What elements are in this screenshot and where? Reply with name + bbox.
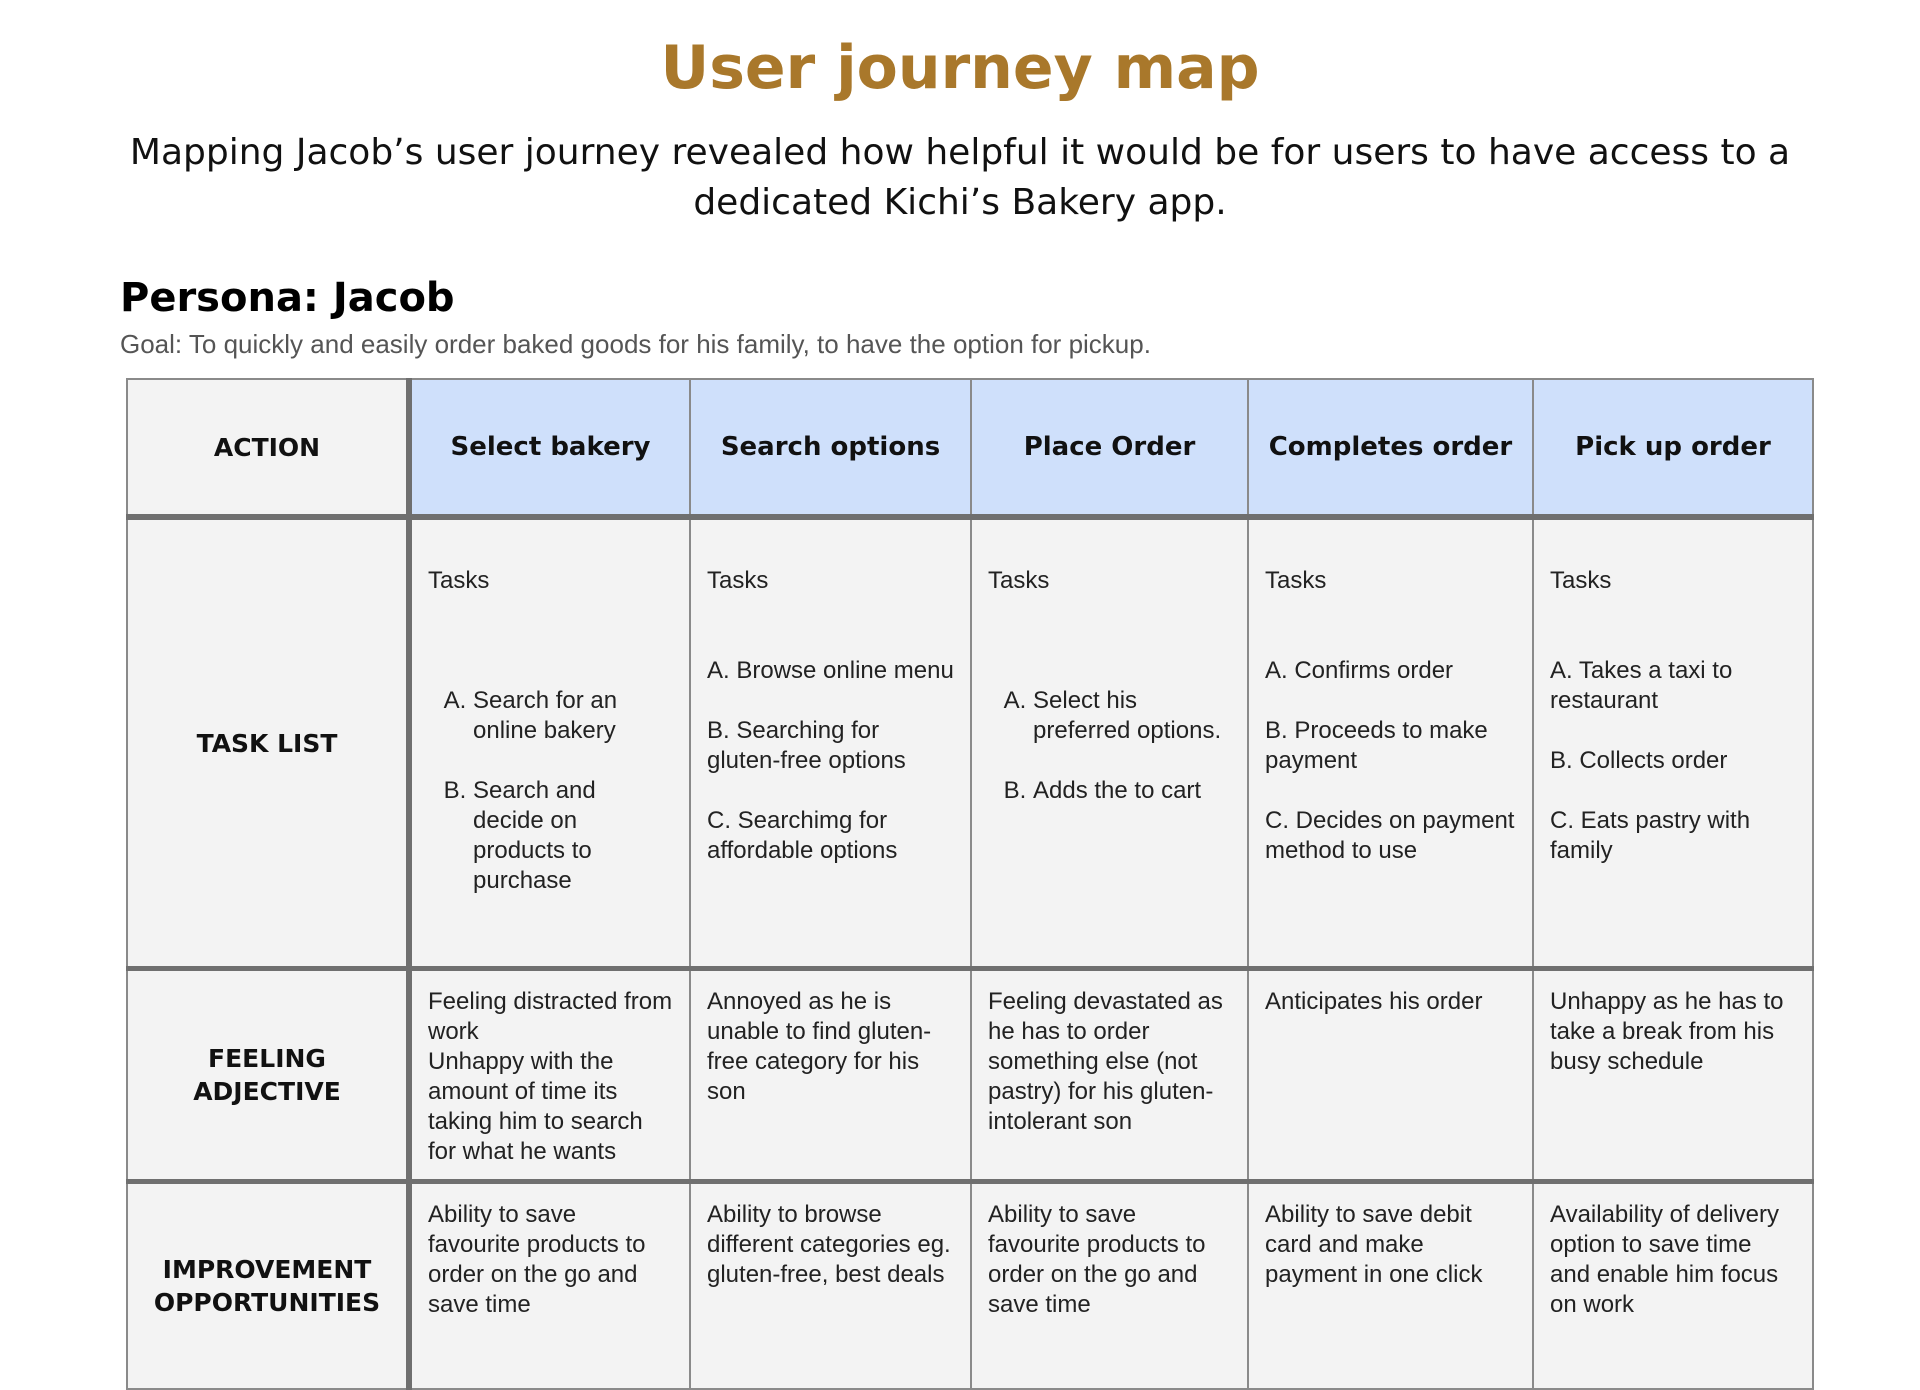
improvement-text: Ability to save favourite products to order on the go and save time bbox=[428, 1201, 646, 1318]
feeling-row bbox=[127, 969, 1813, 1182]
improvement-cell-select-bakery bbox=[409, 1182, 690, 1390]
task-cell-select-bakery bbox=[409, 517, 690, 969]
persona-heading: Persona: Jacob bbox=[120, 275, 455, 321]
row-label-improvement-line2: OPPORTUNITIES bbox=[153, 1288, 381, 1317]
row-label-improvement bbox=[127, 1182, 409, 1390]
task-item: A. Search for an online bakery bbox=[473, 686, 673, 746]
feeling-cell-place-order bbox=[971, 969, 1248, 1182]
improvement-text: Ability to save debit card and make payment in one click bbox=[1265, 1201, 1483, 1288]
task-item: A. Browse online menu bbox=[707, 657, 954, 684]
stage-header-pick-up-order: Pick up order bbox=[1533, 379, 1813, 517]
row-label-task-list: TASK LIST bbox=[127, 517, 409, 969]
row-label-feeling-line1: FEELING bbox=[208, 1044, 326, 1073]
improvement-text: Availability of delivery option to save time and enable him focus on work bbox=[1550, 1201, 1779, 1318]
task-cell-pick-up-order bbox=[1533, 517, 1813, 969]
row-label-feeling bbox=[127, 969, 409, 1182]
task-list-row bbox=[127, 517, 1813, 969]
tasks-heading: Tasks bbox=[1550, 567, 1612, 594]
stage-header-select-bakery: Select bakery bbox=[409, 379, 690, 517]
page-title: User journey map bbox=[660, 33, 1260, 103]
task-item: C. Searchimg for affordable options bbox=[707, 807, 898, 864]
improvement-cell-place-order bbox=[971, 1182, 1248, 1390]
task-item: B. Searching for gluten-free options bbox=[707, 717, 906, 774]
stage-header-completes-order: Completes order bbox=[1248, 379, 1533, 517]
row-label-feeling-line2: ADJECTIVE bbox=[193, 1077, 341, 1106]
improvement-row bbox=[127, 1182, 1813, 1390]
stage-header-search-options: Search options bbox=[690, 379, 971, 517]
task-cell-search-options bbox=[690, 517, 971, 969]
feeling-cell-search-options bbox=[690, 969, 971, 1182]
persona-goal: Goal: To quickly and easily order baked goods for his family, to have the option for pickup. bbox=[120, 329, 1151, 359]
row-label-action: ACTION bbox=[127, 379, 409, 517]
feeling-cell-pick-up-order bbox=[1533, 969, 1813, 1182]
tasks-heading: Tasks bbox=[988, 567, 1050, 594]
task-cell-place-order bbox=[971, 517, 1248, 969]
tasks-heading: Tasks bbox=[428, 567, 490, 594]
feeling-text: Feeling devastated as he has to order something else (not pastry) for his gluten-intolerant son bbox=[988, 988, 1223, 1135]
feeling-text: Feeling distracted from work Unhappy with the amount of time its taking him to search for what he wants bbox=[428, 988, 673, 1165]
task-item: B. Adds the to cart bbox=[1033, 776, 1231, 806]
journey-map-table bbox=[126, 378, 1814, 1390]
feeling-text: Unhappy as he has to take a break from his busy schedule bbox=[1550, 988, 1784, 1075]
stage-header-row bbox=[127, 379, 1813, 517]
feeling-cell-completes-order bbox=[1248, 969, 1533, 1182]
improvement-text: Ability to save favourite products to order on the go and save time bbox=[988, 1201, 1206, 1318]
row-label-improvement-line1: IMPROVEMENT bbox=[162, 1255, 372, 1284]
task-item: B. Search and decide on products to purchase bbox=[473, 776, 673, 896]
improvement-text: Ability to browse different categories eg. gluten-free, best deals bbox=[707, 1201, 951, 1288]
task-item: B. Proceeds to make payment bbox=[1265, 717, 1488, 774]
task-cell-completes-order bbox=[1248, 517, 1533, 969]
tasks-heading: Tasks bbox=[707, 567, 769, 594]
task-item: C. Eats pastry with family bbox=[1550, 807, 1751, 864]
feeling-text: Annoyed as he is unable to find gluten-free category for his son bbox=[707, 988, 932, 1105]
improvement-cell-search-options bbox=[690, 1182, 971, 1390]
task-item: B. Collects order bbox=[1550, 747, 1728, 774]
task-list bbox=[428, 656, 673, 926]
stage-header-place-order: Place Order bbox=[971, 379, 1248, 517]
tasks-heading: Tasks bbox=[1265, 567, 1327, 594]
task-list bbox=[988, 656, 1231, 836]
feeling-text: Anticipates his order bbox=[1265, 988, 1483, 1015]
improvement-cell-pick-up-order bbox=[1533, 1182, 1813, 1390]
task-item: A. Takes a taxi to restaurant bbox=[1550, 657, 1733, 714]
improvement-cell-completes-order bbox=[1248, 1182, 1533, 1390]
page-subtitle: Mapping Jacob’s user journey revealed how helpful it would be for users to have access to a dedicated Kichi’s Bakery app. bbox=[129, 132, 1791, 223]
task-item: C. Decides on payment method to use bbox=[1265, 807, 1515, 864]
feeling-cell-select-bakery bbox=[409, 969, 690, 1182]
task-item: A. Select his preferred options. bbox=[1033, 686, 1231, 746]
task-item: A. Confirms order bbox=[1265, 657, 1454, 684]
